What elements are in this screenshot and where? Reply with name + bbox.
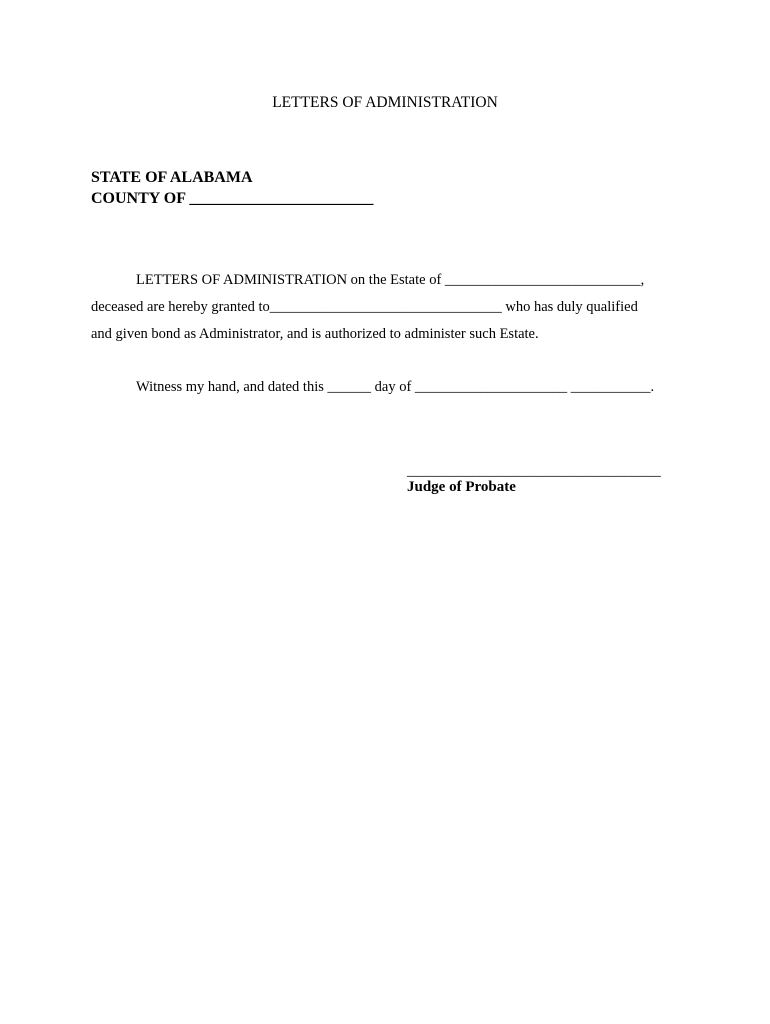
document-title: LETTERS OF ADMINISTRATION bbox=[272, 94, 498, 111]
body-line-estate: LETTERS OF ADMINISTRATION on the Estate of ___________________________, bbox=[136, 272, 645, 288]
signature-line: ___________________________________ bbox=[407, 463, 661, 479]
body-line-granted: deceased are hereby granted to________________________________ who has duly qualified bbox=[91, 299, 638, 315]
body-line-witness: Witness my hand, and dated this ______ day of _____________________ ___________. bbox=[136, 379, 655, 395]
state-heading: STATE OF ALABAMA bbox=[91, 169, 253, 186]
county-heading: COUNTY OF _______________________ bbox=[91, 190, 374, 207]
signature-label: Judge of Probate bbox=[407, 479, 516, 495]
body-line-bond: and given bond as Administrator, and is authorized to administer such Estate. bbox=[91, 326, 539, 342]
